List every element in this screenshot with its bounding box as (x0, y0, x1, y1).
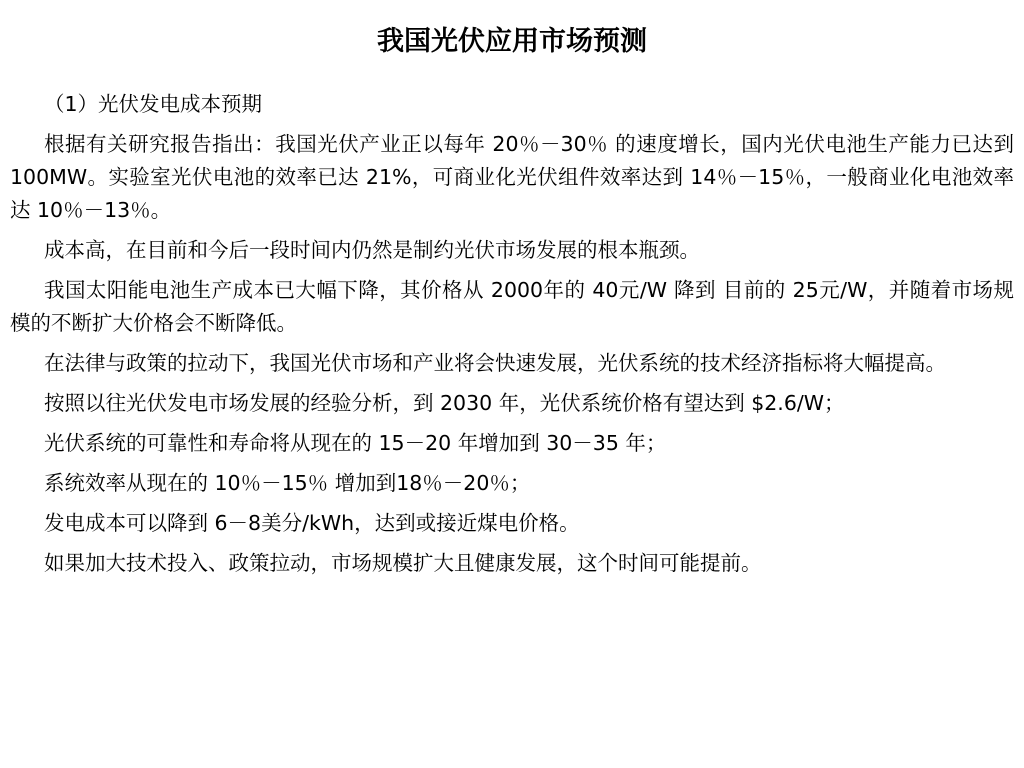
paragraph-efficiency-forecast: 系统效率从现在的 10％－15％ 增加到18％－20％； (44, 471, 531, 495)
paragraph-price-forecast-2030: 按照以往光伏发电市场发展的经验分析，到 2030 年，光伏系统价格有望达到 $2.6/W； (44, 391, 845, 415)
paragraph-policy-drive: 在法律与政策的拉动下，我国光伏市场和产业将会快速发展，光伏系统的技术经济指标将大幅提高。 (44, 351, 946, 375)
paragraph-acceleration-note: 如果加大技术投入、政策拉动，市场规模扩大且健康发展，这个时间可能提前。 (44, 551, 762, 575)
paragraph-lifetime-forecast: 光伏系统的可靠性和寿命将从现在的 15－20 年增加到 30－35 年； (44, 431, 667, 455)
paragraph-industry-growth: 根据有关研究报告指出：我国光伏产业正以每年 20％－30％ 的速度增长，国内光伏电池生产能力已达到 100MW。实验室光伏电池的效率已达 21%，可商业化光伏组件效率达到 14％－15％，一般商业化电池效率达 10％－13％。 (10, 132, 1014, 222)
page-title: 我国光伏应用市场预测 (377, 26, 647, 57)
paragraph-generation-cost-forecast: 发电成本可以降到 6－8美分/kWh，达到或接近煤电价格。 (44, 511, 580, 535)
section-heading-cost-expectation: （1）光伏发电成本预期 (44, 92, 263, 116)
paragraph-cost-bottleneck: 成本高，在目前和今后一段时间内仍然是制约光伏市场发展的根本瓶颈。 (44, 238, 700, 262)
slide-body (10, 88, 1014, 587)
paragraph-price-decline: 我国太阳能电池生产成本已大幅下降，其价格从 2000年的 40元/W 降到 目前的 25元/W，并随着市场规模的不断扩大价格会不断降低。 (10, 278, 1014, 335)
